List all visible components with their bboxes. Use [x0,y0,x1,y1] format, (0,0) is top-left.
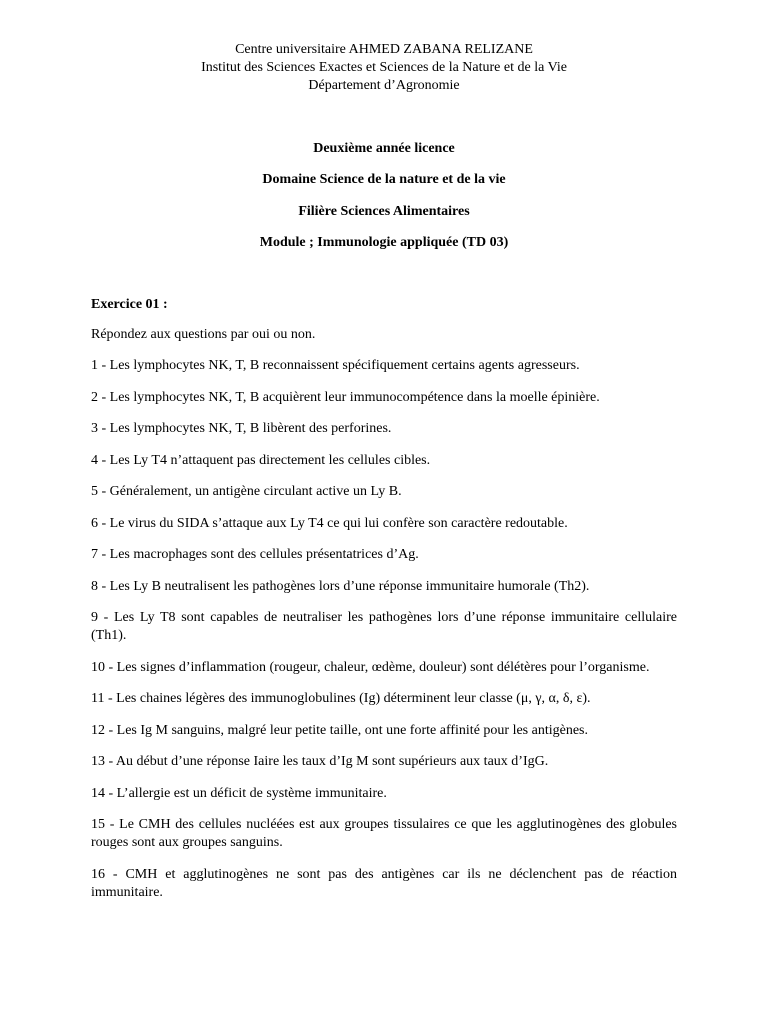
question-item: 1 - Les lymphocytes NK, T, B reconnaissent spécifiquement certains agents agresseurs. [91,358,580,373]
question-item: 14 - L’allergie est un déficit de système immunitaire. [91,785,387,801]
year-title: Deuxième année licence [313,141,455,156]
question-item: 15 - Le CMH des cellules nucléées est aux groupes tissulaires ce que les agglutinogènes des globules rouges sont aux groupes sanguins. [91,817,677,850]
question-item: 13 - Au début d’une réponse Iaire les taux d’Ig M sont supérieurs aux taux d’IgG. [91,754,549,769]
university-name: Centre universitaire AHMED ZABANA RELIZANE [235,42,533,57]
question-item: 6 - Le virus du SIDA s’attaque aux Ly T4 ce qui lui confère son caractère redoutable. [91,515,568,531]
question-item: 7 - Les macrophages sont des cellules présentatrices d’Ag. [91,547,419,562]
module-title: Module ; Immunologie appliquée (TD 03) [259,235,509,250]
question-item: 16 - CMH et agglutinogènes ne sont pas des antigènes car ils ne déclenchent pas de réaction immunitaire. [91,866,677,900]
question-item: 11 - Les chaines légères des immunoglobulines (Ig) déterminent leur classe (μ, γ, α, δ, ε). [91,691,591,706]
question-item: 5 - Généralement, un antigène circulant active un Ly B. [91,484,402,499]
question-item: 12 - Les Ig M sanguins, malgré leur petite taille, ont une forte affinité pour les antigènes. [91,722,588,738]
question-item: 2 - Les lymphocytes NK, T, B acquièrent leur immunocompétence dans la moelle épinière. [91,389,600,405]
question-item: 9 - Les Ly T8 sont capables de neutraliser les pathogènes lors d’une réponse immunitaire cellulaire (Th1). [91,610,677,643]
field-title: Filière Sciences Alimentaires [298,204,470,219]
institution-header [0,41,768,95]
exercise-title: Exercice 01 : [91,297,168,312]
question-item: 3 - Les lymphocytes NK, T, B libèrent des perforines. [91,421,392,436]
question-item: 8 - Les Ly B neutralisent les pathogènes lors d’une réponse immunitaire humorale (Th2). [91,578,590,594]
institute-name: Institut des Sciences Exactes et Sciences de la Nature et de la Vie [201,60,567,75]
question-item: 10 - Les signes d’inflammation (rougeur, chaleur, œdème, douleur) sont délétères pour l’organisme. [91,659,650,675]
exercise-instruction: Répondez aux questions par oui ou non. [91,327,316,342]
department-name: Département d’Agronomie [308,78,460,93]
question-item: 4 - Les Ly T4 n’attaquent pas directement les cellules cibles. [91,452,431,468]
exercise-section [91,296,677,915]
domain-title: Domaine Science de la nature et de la vie [262,172,506,187]
